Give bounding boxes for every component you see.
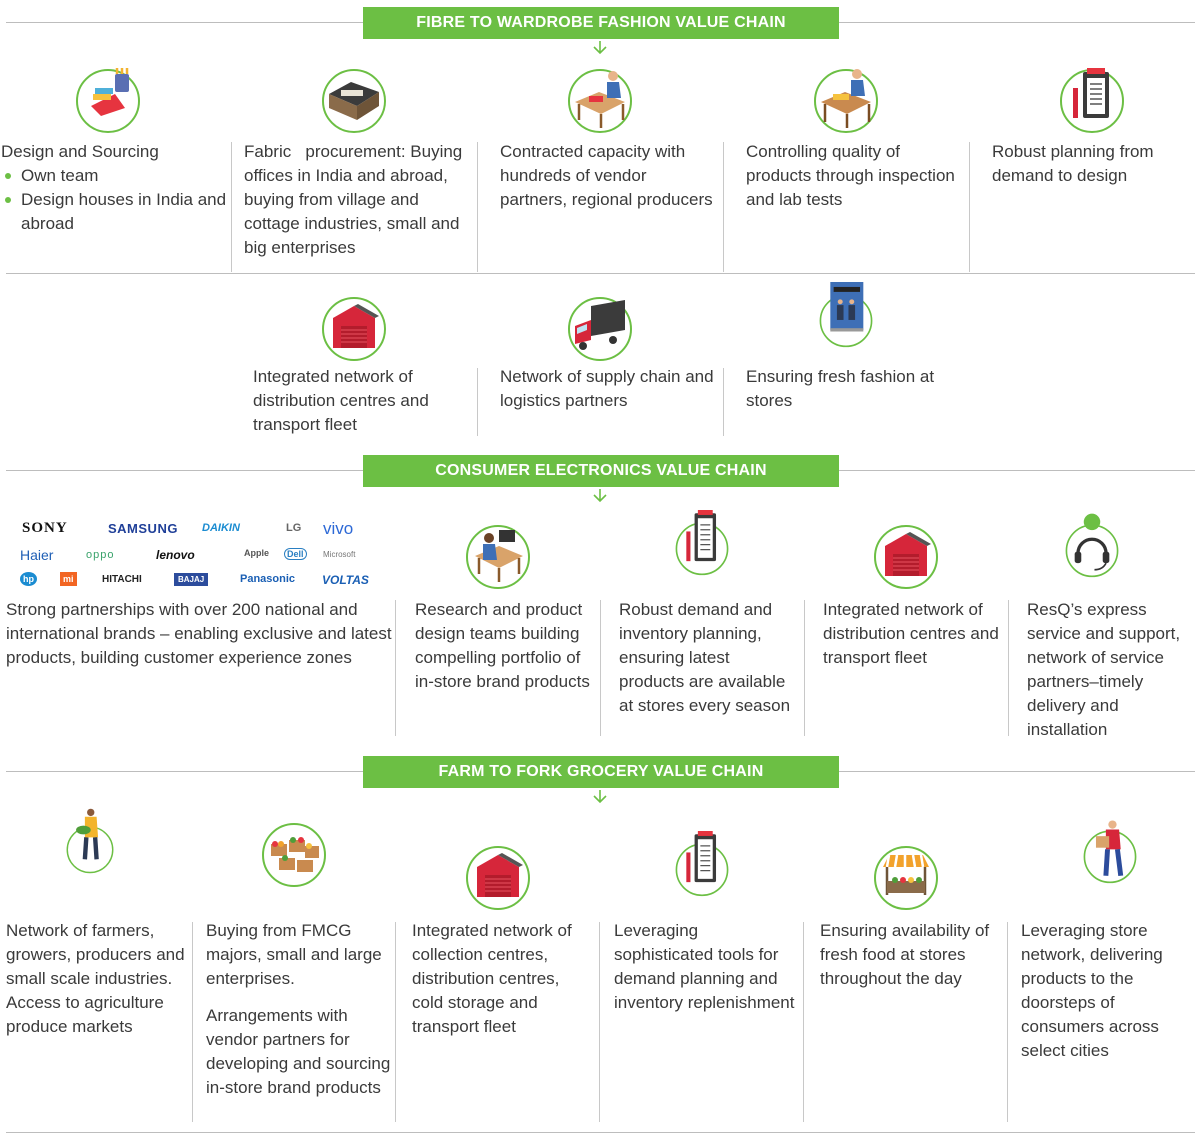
brand-logo-daikin: DAIKIN xyxy=(202,522,240,534)
distribution-network-text: Integrated network of distribution centres and transport fleet xyxy=(253,367,429,434)
fmcg-buying-text xyxy=(206,919,391,1100)
brand-logo-sony: SONY xyxy=(22,520,68,536)
brand-logo-apple: Apple xyxy=(244,548,270,558)
collection-centres-text: Integrated network of collection centres, distribution centres, cold storage and transport fleet xyxy=(412,921,572,1036)
produce-crates-icon xyxy=(261,822,327,888)
planning-notepad-icon xyxy=(669,831,735,897)
vendor-worker-icon xyxy=(567,68,633,134)
research-design-text: Research and product design teams building compelling portfolio of in-store brand products xyxy=(415,600,590,691)
brand-partnerships-text: Strong partnerships with over 200 national and international brands – enabling exclusive and latest products, building customer experience zones xyxy=(6,600,392,667)
brand-logo-lenovo: lenovo xyxy=(156,548,195,562)
arrow-down-icon xyxy=(592,41,608,55)
column-separator xyxy=(1007,922,1008,1122)
column-separator xyxy=(803,922,804,1122)
fashion-chain-title: FIBRE TO WARDROBE FASHION VALUE CHAIN xyxy=(363,7,839,39)
farmer-icon xyxy=(57,808,123,874)
arrow-down-icon xyxy=(592,790,608,804)
design-palette-icon xyxy=(75,68,141,134)
warehouse-icon xyxy=(873,524,939,590)
planning-notepad-icon xyxy=(669,510,735,576)
column-separator xyxy=(231,142,232,272)
arrow-down-icon xyxy=(592,489,608,503)
quality-inspection-icon xyxy=(813,68,879,134)
vendor-arrangements-paragraph: Arrangements with vendor partners for developing and sourcing in-store brand products xyxy=(206,1006,391,1097)
robust-planning-text: Robust planning from demand to design xyxy=(992,142,1154,185)
brand-logo-voltas: VOLTAS xyxy=(322,573,369,587)
divider-fashion-rows xyxy=(6,273,1195,274)
supply-chain-partners-text: Network of supply chain and logistics partners xyxy=(500,367,714,410)
design-sourcing-list xyxy=(1,164,227,236)
warehouse-icon xyxy=(321,296,387,362)
brand-logo-panasonic: Panasonic xyxy=(240,573,296,585)
list-item: Design houses in India and abroad xyxy=(21,188,227,236)
column-separator xyxy=(477,142,478,272)
fabric-procurement-text: Fabric procurement: Buying offices in India and abroad, buying from village and cottage industries, small and big enterprises xyxy=(244,142,467,257)
brand-logo-hp: hp xyxy=(20,572,37,586)
column-separator xyxy=(395,600,396,736)
brand-logo-vivo: vivo xyxy=(323,519,354,538)
warehouse-icon xyxy=(465,845,531,911)
column-separator xyxy=(804,600,805,736)
delivery-person-icon xyxy=(1077,818,1143,884)
resq-service-text: ResQ’s express service and support, network of service partners–timely delivery and installation xyxy=(1027,600,1181,739)
column-separator xyxy=(723,368,724,436)
column-separator xyxy=(192,922,193,1122)
brand-logo-samsung: SAMSUNG xyxy=(108,521,178,536)
brand-logo-microsoft: Microsoft xyxy=(323,550,356,559)
design-sourcing-heading: Design and Sourcing xyxy=(1,142,159,161)
demand-inventory-planning-text: Robust demand and inventory planning, ensuring latest products are available at stores every season xyxy=(619,600,791,715)
column-separator xyxy=(395,922,396,1122)
divider-bottom xyxy=(6,1132,1195,1133)
design-sourcing-text xyxy=(1,140,227,236)
column-separator xyxy=(723,142,724,272)
support-headset-icon xyxy=(1059,512,1125,578)
demand-planning-tools-text: Leveraging sophisticated tools for demand planning and inventory replenishment xyxy=(614,921,795,1012)
fabric-loom-icon xyxy=(321,68,387,134)
fmcg-buying-paragraph: Buying from FMCG majors, small and large enterprises. xyxy=(206,921,382,988)
brand-logo-mi: mi xyxy=(60,572,77,586)
delivery-truck-icon xyxy=(567,296,633,362)
column-separator xyxy=(969,142,970,272)
planning-notepad-icon xyxy=(1059,68,1125,134)
column-separator xyxy=(600,600,601,736)
quality-control-text: Controlling quality of products through inspection and lab tests xyxy=(746,142,955,209)
brand-logos xyxy=(18,518,378,592)
fashion-storefront-icon xyxy=(813,282,879,348)
contracted-capacity-text: Contracted capacity with hundreds of vendor partners, regional producers xyxy=(500,142,713,209)
fresh-fashion-text: Ensuring fresh fashion at stores xyxy=(746,367,935,410)
farmers-network-text: Network of farmers, growers, producers and small scale industries. Access to agriculture produce markets xyxy=(6,921,185,1036)
grocery-chain-title: FARM TO FORK GROCERY VALUE CHAIN xyxy=(363,756,839,788)
electronics-chain-title: CONSUMER ELECTRONICS VALUE CHAIN xyxy=(363,455,839,487)
brand-logo-lg: LG xyxy=(286,522,302,534)
brand-logo-dell: Dell xyxy=(284,548,307,560)
brand-logo-oppo: oppo xyxy=(86,549,115,561)
electronics-distribution-text: Integrated network of distribution centres and transport fleet xyxy=(823,600,999,667)
column-separator xyxy=(477,368,478,436)
fresh-market-stall-icon xyxy=(873,845,939,911)
brand-logo-hitachi: HITACHI xyxy=(102,574,142,585)
brand-logo-bajaj: BAJAJ xyxy=(174,573,208,586)
brand-logo-haier: Haier xyxy=(20,547,54,563)
list-item: Own team xyxy=(21,164,227,188)
column-separator xyxy=(1008,600,1009,736)
doorstep-delivery-text: Leveraging store network, delivering products to the doorsteps of consumers across select cities xyxy=(1021,921,1163,1060)
fresh-food-text: Ensuring availability of fresh food at stores throughout the day xyxy=(820,921,990,988)
column-separator xyxy=(599,922,600,1122)
research-desk-icon xyxy=(465,524,531,590)
